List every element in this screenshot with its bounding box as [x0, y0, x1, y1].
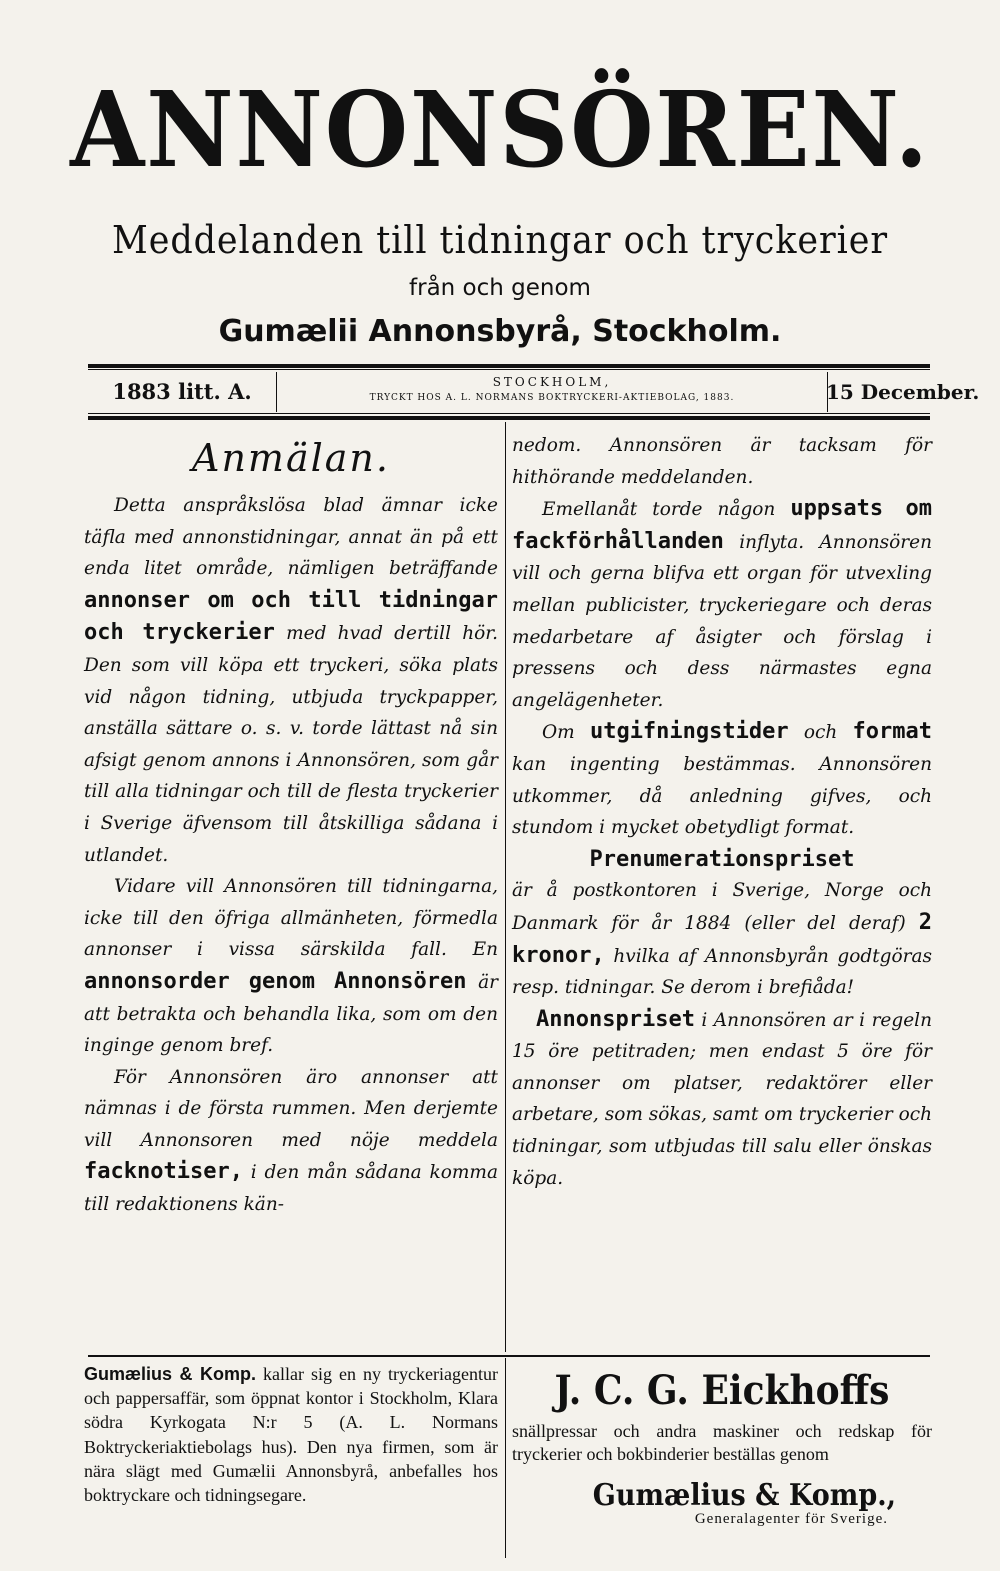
advert-gumaelius — [84, 1362, 498, 1507]
text-span: Vidare vill Annonsören till tidningarna, icke till den öfriga allmänheten, förmedla annonser i vissa särskilda fall. En — [84, 876, 498, 961]
masthead-subtitle: Meddelanden till tidningar och tryckerier — [112, 218, 888, 262]
announcement-heading: Anmälan. — [192, 436, 390, 480]
imprint-place: STOCKHOLM, — [492, 375, 612, 389]
advert-body: snällpressar och andra maskiner och redskap för tryckerier och bokbinderier beställas genom — [512, 1421, 932, 1464]
top-rule — [88, 364, 930, 368]
text-span: För Annonsören äro annonser att nämnas i de första rummen. Men derjemte vill Annonsoren med nöje meddela — [84, 1066, 498, 1151]
right-column — [512, 430, 932, 1194]
advert-agent: Gumælius & Komp., — [592, 1478, 896, 1513]
emphasis-text: 2 kronor, — [512, 909, 932, 968]
dateline-rule — [88, 416, 930, 420]
right-paragraph-5 — [512, 1004, 932, 1195]
text-span: och — [803, 722, 838, 744]
announcement-paragraph-3 — [84, 1062, 498, 1221]
ad-price-heading: Annonspriset — [536, 1006, 695, 1032]
text-span: kan ingenting bestämmas. Annonsören utkommer, då anledning gifves, och stundom i mycket obetydligt format. — [512, 753, 932, 839]
subscription-heading: Prenumerationspriset — [589, 846, 855, 872]
advert-text: kallar sig en ny tryckeriagentur och pappersaffär, som öppnat kontor i Stockholm, Klara södra Kyrkogata N:r 5 (A. L. Normans Boktryckeriaktiebolags hus). Den nya firmen, som är nära slägt med Gumælii Annonsbyrå, anbefalles hos boktryckare och tidningsegare. — [84, 1364, 498, 1506]
masthead-title: ANNONSÖREN. — [70, 68, 930, 191]
right-paragraph-3 — [512, 716, 932, 843]
text-span: Emellanåt torde någon — [542, 499, 776, 521]
announcement-paragraph-1 — [84, 490, 498, 871]
column-divider — [505, 422, 506, 1352]
text-span: i Annonsören ar i regeln 15 öre petitraden; men endast 5 öre för annonser om platser, redaktörer eller arbetare, som sökas, samt om tryckerier och tidningar, som utbjudas till salu eller önskas köpa. — [512, 1009, 932, 1189]
dateline — [88, 372, 980, 412]
emphasis-text: utgifningstider — [589, 719, 789, 745]
advert-eickhoff — [512, 1362, 932, 1528]
text-span: är att betrakta och behandla lika, som om den inginge genom bref. — [84, 971, 498, 1057]
right-paragraph-2 — [512, 493, 932, 716]
issue-date: 15 December. — [826, 380, 980, 404]
emphasis-text: facknotiser, — [84, 1159, 243, 1185]
right-paragraph-4 — [512, 844, 932, 1004]
ad-divider — [505, 1358, 506, 1558]
issue-label: 1883 litt. A. — [112, 379, 252, 404]
advert-brand: J. C. G. Eickhoffs — [554, 1367, 890, 1414]
advert-agent-subtitle: Generalagenter för Sverige. — [694, 1511, 888, 1527]
dateline-rule-thin — [88, 413, 930, 414]
right-paragraph-1: nedom. Annonsören är tacksam för hithörande meddelanden. — [512, 435, 932, 488]
emphasis-text: annonser om och till tidningar och tryckerier — [84, 587, 498, 646]
top-rule-thin — [88, 369, 930, 370]
bottom-rule — [88, 1355, 930, 1357]
masthead-subtitle-2: från och genom — [409, 275, 591, 301]
imprint — [276, 372, 828, 412]
emphasis-text: format — [852, 719, 933, 745]
text-span: i den mån sådana komma till redaktionens kän- — [84, 1162, 498, 1216]
text-span: med hvad dertill hör. Den som vill köpa ett tryckeri, söka plats vid någon tidning, utbjuda tryckpapper, anställa sättare o. s. v. torde lättast nå sin afsigt genom annons i Annonsören, som går till alla tidningar och till de flesta tryckerier i Sverige äfvensom till åtskilliga sådana i utlandet. — [84, 623, 498, 866]
advert-company: Gumælius & Komp. — [84, 1364, 257, 1384]
text-span: inflyta. Annonsören vill och gerna blifva ett organ för utvexling mellan publicister, tryckeriegare och deras medarbetare af åsigter och förslag i pressens och dess närmastes egna angelägenheter. — [512, 531, 932, 711]
text-span: Detta anspråkslösa blad ämnar icke täfla med annonstidningar, annat än på ett enda litet område, nämligen beträffande — [84, 495, 498, 580]
masthead-publisher: Gumælii Annonsbyrå, Stockholm. — [218, 314, 782, 349]
left-column — [84, 430, 498, 1221]
emphasis-text: annonsorder genom Annonsören — [84, 968, 467, 994]
text-span: är å postkontoren i Sverige, Norge och Danmark för år 1884 (eller del deraf) — [512, 880, 932, 934]
emphasis-text: uppsats om fackförhållanden — [512, 496, 933, 554]
text-span: hvilka af Annonsbyrån godtgöras resp. tidningar. Se derom i brefiåda! — [512, 945, 932, 999]
announcement-paragraph-2 — [84, 871, 498, 1062]
text-span: Om — [542, 722, 575, 744]
imprint-printer: TRYCKT HOS A. L. NORMANS BOKTRYCKERI-AKTIEBOLAG, 1883. — [369, 393, 735, 403]
